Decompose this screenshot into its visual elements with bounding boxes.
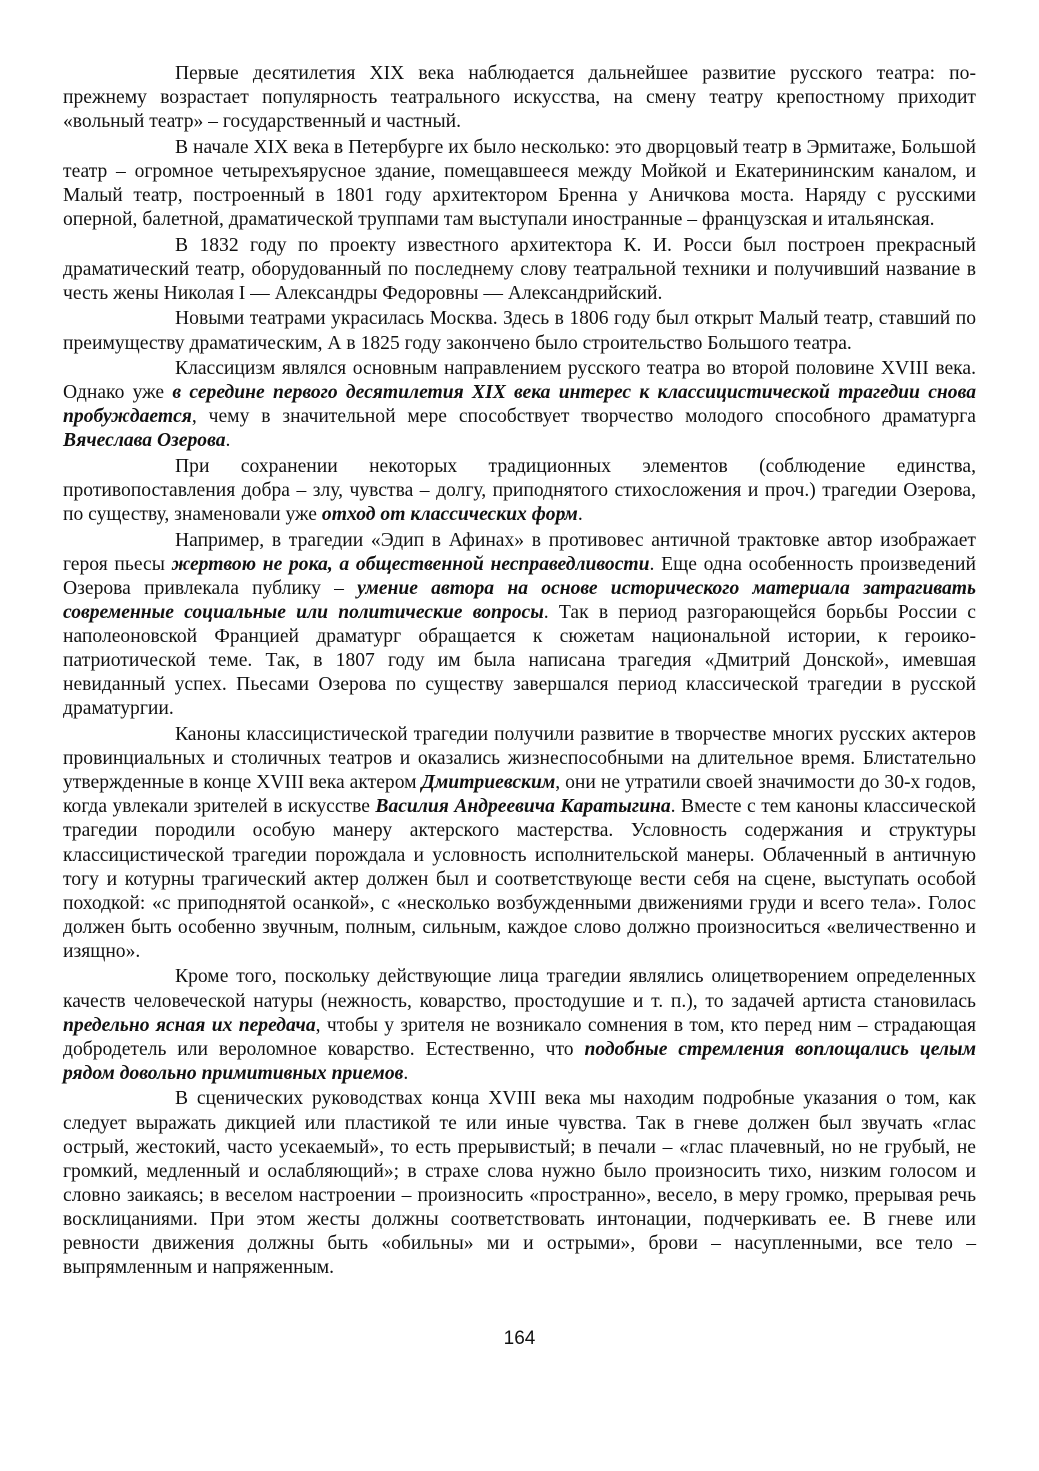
paragraph-text: . Так в период разгорающейся борьбы России с наполеоновской Францией драматург обращается к сюжетам национальной истории, к героико-патриотической теме. Так, в 1807 году им была написана трагедия «Дмитрий Донской», имевшая невиданный успех. Пьесами Озерова по существу завершался период классической трагедии в русской драматургии. xyxy=(63,602,976,720)
emphasized-text: умение автора на основе исторического материала затрагивать современные социальные или политические вопросы xyxy=(63,577,976,624)
paragraph-text: Кроме того, поскольку действующие лица трагедии являлись олицетворением определенных качеств человеческой натуры (нежность, коварство, простодушие и т. п.), то задачей артиста становилась xyxy=(63,966,976,1012)
paragraph-text: Новыми театрами украсилась Москва. Здесь в 1806 году был открыт Малый театр, ставший по преимуществу драматическим, А в 1825 году закончено было строительство Большого театра. xyxy=(63,308,976,354)
paragraph xyxy=(63,529,976,722)
page-body xyxy=(63,62,976,1282)
paragraph-text: В сценических руководствах конца XVIII века мы находим подробные указания о том, как следует выражать дикцией или пластикой те или иные чувства. Так в гневе должен был звучать «глас острый, жестокий, часто усекаемый», то есть прерывистый; в печали – «глас плачевный, но не грубый, не громкий, медленный и ослабляющий»; в страхе слова нужно было произносить тихо, низким голосом и словно заикаясь; в веселом настроении – произносить «пространно», весело, в меру громко, прерывая речь восклицаниями. При этом жесты должны соответствовать интонации, подчеркивать ее. В гневе или ревности движения должны быть «обильны» ми и острыми», брови – насупленными, все тело – выпрямленным и напряженным. xyxy=(63,1088,976,1279)
emphasized-text: подобные стремления воплощались целым рядом довольно примитивных приемов xyxy=(63,1038,976,1084)
paragraph xyxy=(63,1087,976,1280)
paragraph xyxy=(63,357,976,453)
paragraph-text: Классицизм являлся основным направлением русского театра во второй половине XVIII века. Однако уже xyxy=(63,358,976,404)
emphasized-text: Дмитриевским xyxy=(421,772,556,794)
page-number: 164 xyxy=(503,1328,536,1349)
paragraph-text: . xyxy=(577,504,583,526)
paragraph-text: . Еще одна особенность произведений Озерова привлекала публику – xyxy=(63,553,976,599)
paragraph-text: , чему в значительной мере способствует творчество молодого способного драматурга xyxy=(191,406,976,428)
paragraph-text: . Вместе с тем каноны классической трагедии породили особую манеру актерского мастерства. Условность содержания и структуры классицистической трагедии порождала и условность исполнительской манеры. Облаченный в античную тогу и котурны трагический актер должен был и соответствующе вести себя на сцене, выступать особой походкой: «с приподнятой осанкой», с «несколько возбужденными движениями груди и всего тела». Голос должен быть особенно звучным, полным, сильным, каждое слово должно произноситься «величественно и изящно». xyxy=(63,796,976,962)
paragraph-text: , они не утратили своей значимости до 30-х годов, когда увлекали зрителей в искусстве xyxy=(63,772,976,818)
emphasized-text: жертвою не рока, а общественной несправедливости xyxy=(171,553,650,575)
paragraph-text: В начале XIX века в Петербурге их было несколько: это дворцовый театр в Эрмитаже, Большой театр – огромное четырехъярусное здание, помещавшееся между Мойкой и Екатерининским каналом, и Малый театр, построенный в 1801 году архитектором Бренна у Аничкова моста. Наряду с русскими оперной, балетной, драматической труппами там выступали иностранные – французская и итальянская. xyxy=(63,136,976,231)
paragraph-text: При сохранении некоторых традиционных элементов (соблюдение единства, противопоставления добра – злу, чувства – долгу, приподнятого стихосложения и проч.) трагедии Озерова, по существу, знаменовали уже xyxy=(63,456,976,526)
paragraph xyxy=(63,307,976,355)
paragraph-text: , чтобы у зрителя не возникало сомнения в том, кто перед ним – страдающая добродетель или вероломное коварство. Естественно, что xyxy=(63,1014,977,1060)
paragraph-text: . xyxy=(225,430,231,452)
paragraph xyxy=(63,234,976,306)
paragraph-text: Каноны классицистической трагедии получили развитие в творчестве многих русских актеров провинциальных и столичных театров и оказались жизнеспособными на длительное время. Блистательно утвержденные в конце XVIII века актером xyxy=(63,724,976,794)
paragraph xyxy=(63,965,976,1085)
emphasized-text: Вячеслава Озерова xyxy=(63,430,226,452)
paragraph xyxy=(63,62,976,134)
emphasized-text: предельно ясная их передача xyxy=(63,1014,316,1036)
emphasized-text: в середине первого десятилетия XIX века интерес к классицистической трагедии снова пробуждается xyxy=(63,382,976,428)
paragraph-text: Первые десятилетия XIX века наблюдается дальнейшее развитие русского театра: по-прежнему возрастает популярность театрального искусства, на смену театру крепостному приходит «вольный театр» – государственный и частный. xyxy=(63,63,976,133)
paragraph-text: В 1832 году по проекту известного архитектора К. И. Росси был построен прекрасный драматический театр, оборудованный по последнему слову театральной техники и получивший название в честь жены Николая I — Александры Федоровны — Александрийский. xyxy=(63,234,976,304)
emphasized-text: Василия Андреевича Каратыгина xyxy=(375,796,671,818)
paragraph xyxy=(63,136,976,232)
emphasized-text: отход от классических форм xyxy=(321,504,578,526)
paragraph-text: Например, в трагедии «Эдип в Афинах» в противовес античной трактовке автор изображает героя пьесы xyxy=(63,529,976,575)
paragraph-text: . xyxy=(403,1062,409,1084)
paragraph xyxy=(63,723,976,964)
paragraph xyxy=(63,455,976,527)
